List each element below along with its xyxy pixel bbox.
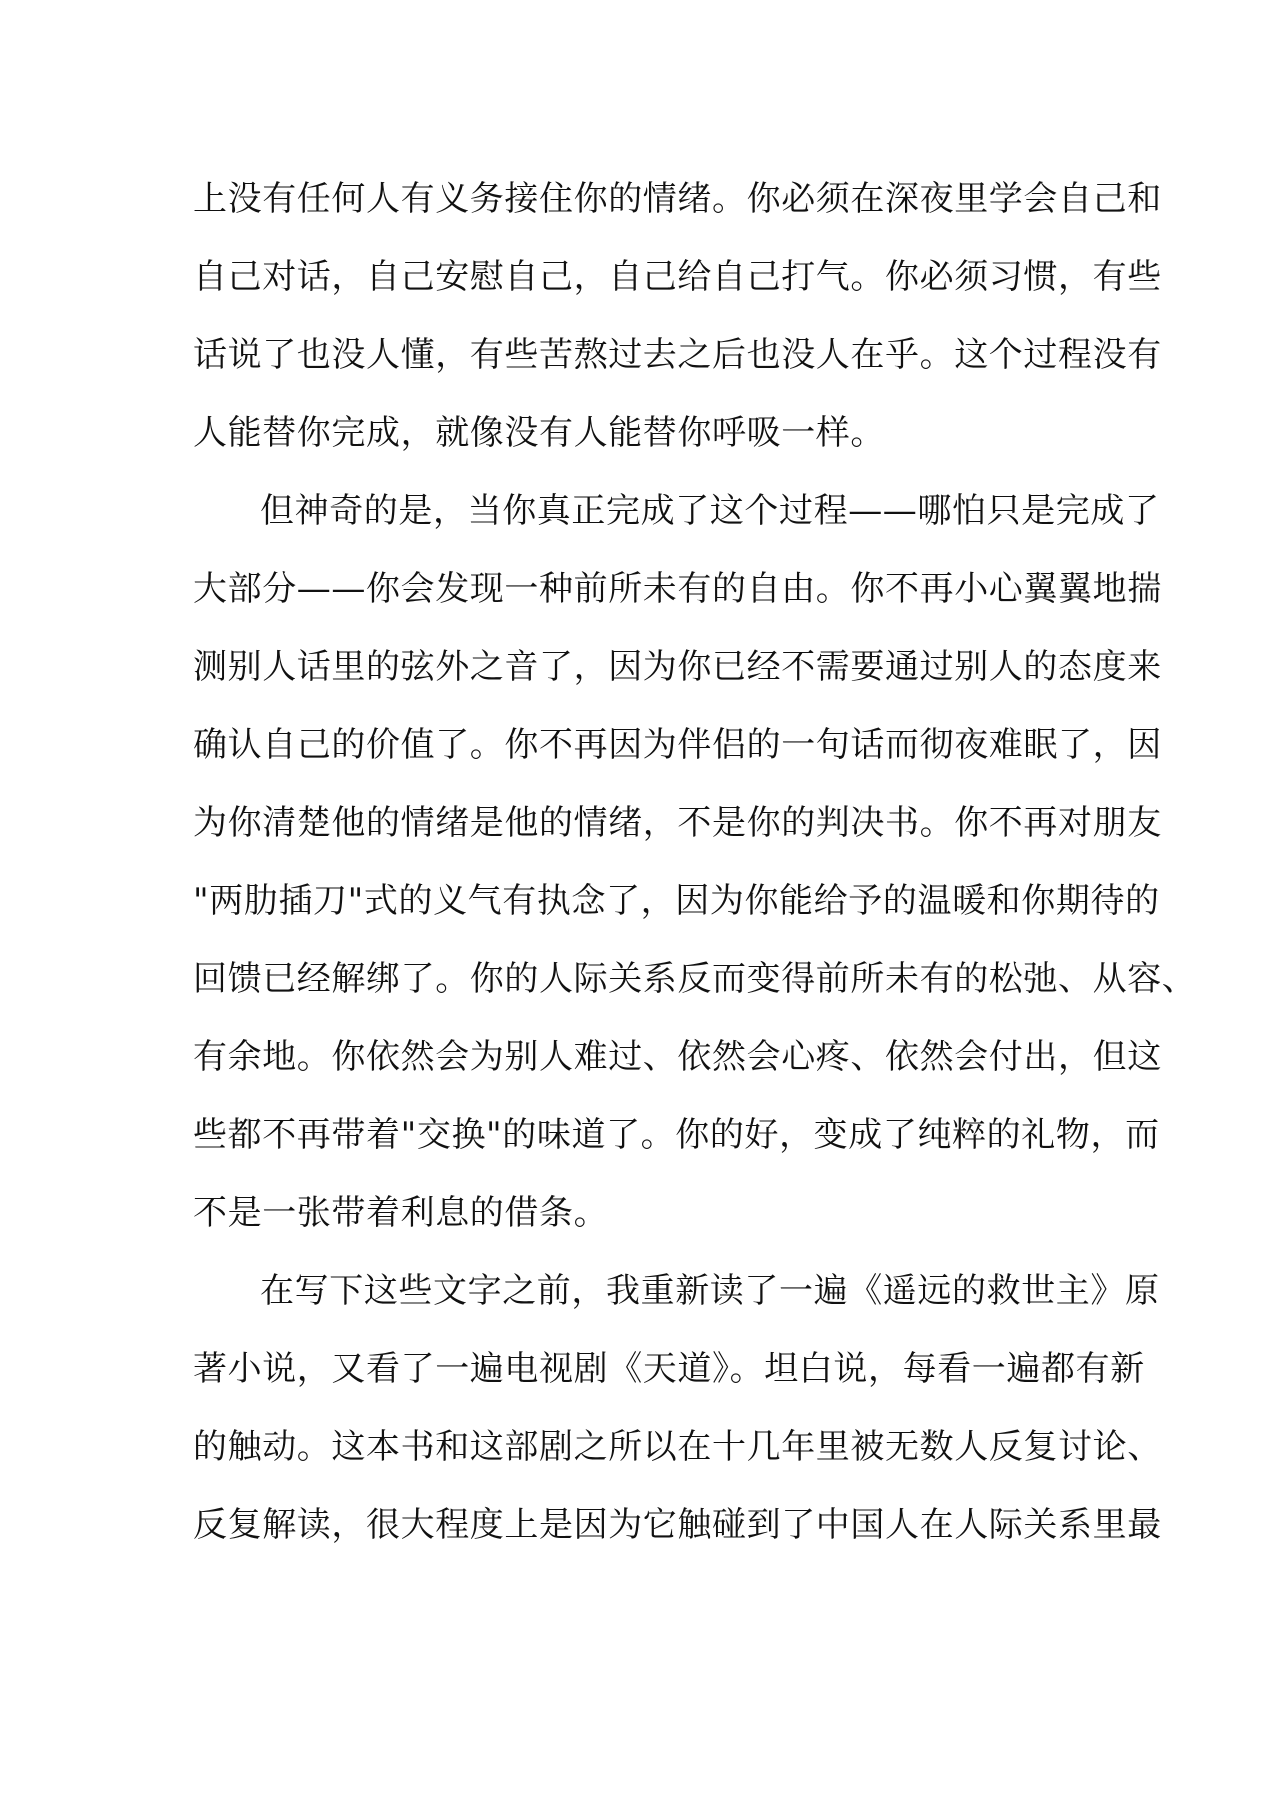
paragraph-2 — [193, 472, 1197, 1252]
text-line: 话说了也没人懂，有些苦熬过去之后也没人在乎。这个过程没有 — [193, 335, 1162, 375]
text-line: 确认自己的价值了。你不再因为伴侣的一句话而彻夜难眠了，因 — [193, 725, 1162, 765]
text-line: 有余地。你依然会为别人难过、依然会心疼、依然会付出，但这 — [193, 1037, 1162, 1077]
text-line: 大部分——你会发现一种前所未有的自由。你不再小心翼翼地揣 — [193, 569, 1162, 609]
text-line: 反复解读，很大程度上是因为它触碰到了中国人在人际关系里最 — [193, 1505, 1162, 1545]
text-line: 在写下这些文字之前，我重新读了一遍《遥远的救世主》原 — [260, 1271, 1160, 1311]
text-line: 上没有任何人有义务接住你的情绪。你必须在深夜里学会自己和 — [193, 179, 1162, 219]
text-line: 回馈已经解绑了。你的人际关系反而变得前所未有的松弛、从容、 — [193, 959, 1197, 999]
text-line: 自己对话，自己安慰自己，自己给自己打气。你必须习惯，有些 — [193, 257, 1162, 297]
paragraph-1 — [193, 160, 1162, 472]
text-line: 些都不再带着"交换"的味道了。你的好，变成了纯粹的礼物，而 — [193, 1115, 1160, 1155]
text-line: 不是一张带着利息的借条。 — [193, 1193, 609, 1233]
text-line: 为你清楚他的情绪是他的情绪，不是你的判决书。你不再对朋友 — [193, 803, 1162, 843]
text-line: 著小说，又看了一遍电视剧《天道》。坦白说，每看一遍都有新 — [193, 1349, 1145, 1389]
text-line: 测别人话里的弦外之音了，因为你已经不需要通过别人的态度来 — [193, 647, 1162, 687]
text-line: 但神奇的是，当你真正完成了这个过程——哪怕只是完成了 — [260, 491, 1160, 531]
text-line: 的触动。这本书和这部剧之所以在十几年里被无数人反复讨论、 — [193, 1427, 1162, 1467]
text-line: 人能替你完成，就像没有人能替你呼吸一样。 — [193, 413, 885, 453]
body-text — [193, 160, 1197, 1564]
paragraph-3 — [193, 1252, 1162, 1564]
text-line: "两肋插刀"式的义气有执念了，因为你能给予的温暖和你期待的 — [193, 881, 1160, 921]
